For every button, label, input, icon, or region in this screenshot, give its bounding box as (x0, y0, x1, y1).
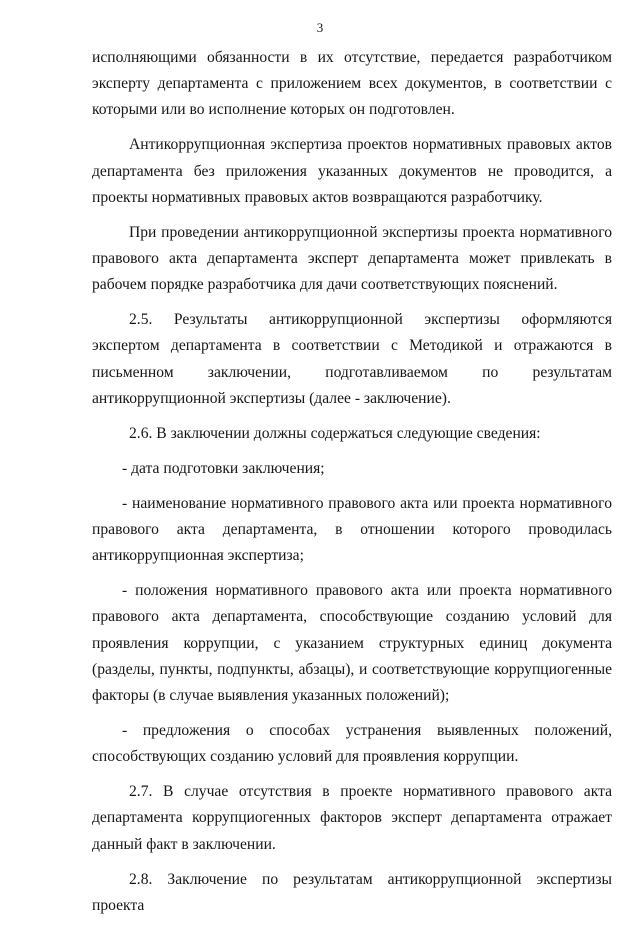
paragraph-2-6: 2.6. В заключении должны содержаться следующие сведения: (129, 424, 541, 442)
paragraph-3: При проведении антикоррупционной экспертизы проекта нормативного правового акта департамента эксперт департамента может привлекать в рабочем порядке разработчика для дачи соответствующих пояснений. (92, 223, 612, 294)
paragraph-2-5: 2.5. Результаты антикоррупционной экспертизы оформляются экспертом департамента в соответствии с Методикой и отражаются в письменном заключении, подготавливаемом по результатам антикоррупционной экспертизы (далее - заключение). (92, 311, 612, 407)
document-body (92, 45, 612, 928)
paragraph-2: Антикоррупционная экспертиза проектов нормативных правовых актов департамента без приложения указанных документов не проводится, а проекты нормативных правовых актов возвращаются разработчику. (92, 136, 612, 206)
list-item-date: - дата подготовки заключения; (122, 459, 325, 477)
list-item-name: - наименование нормативного правового акта или проекта нормативного правового акта департамента, в отношении которого проводилась антикоррупционная экспертиза; (92, 494, 612, 565)
list-item-proposals: - предложения о способах устранения выявленных положений, способствующих созданию условий для проявления коррупции. (92, 722, 612, 766)
paragraph-2-8: 2.8. Заключение по результатам антикоррупционной экспертизы проекта (92, 870, 612, 914)
page-number: 3 (316, 20, 324, 35)
paragraph-1: исполняющими обязанности в их отсутствие, передается разработчиком эксперту департамента с приложением всех документов, в соответствии с которыми или во исполнение которых он подготовлен. (92, 49, 612, 119)
paragraph-2-7: 2.7. В случае отсутствия в проекте нормативного правового акта департамента коррупциогенных факторов эксперт департамента отражает данный факт в заключении. (92, 783, 612, 853)
list-item-provisions: - положения нормативного правового акта или проекта нормативного правового акта департамента, способствующие созданию условий для проявления коррупции, с указанием структурных единиц документа (разделы, пункты, подпункты, абзацы), и соответствующие коррупциогенные факторы (в случае выявления указанных положений); (92, 582, 612, 705)
